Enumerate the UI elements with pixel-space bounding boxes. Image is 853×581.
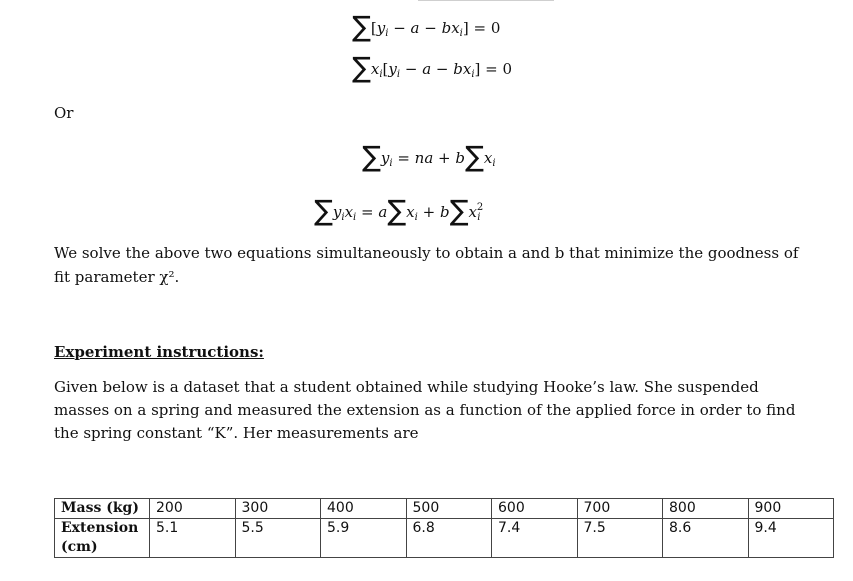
sigma-symbol: ∑ [352,51,371,84]
sigma-symbol: ∑ [449,194,469,227]
mass-header: Mass (kg) [55,499,150,519]
experiment-line-3: the spring constant “K”. Her measurements are [54,424,419,442]
table-row-mass [55,499,834,519]
experiment-line-1: Given below is a dataset that a student obtained while studying Hooke’s law. She suspended [54,378,759,396]
paragraph-solve-line-2: fit parameter χ². [54,268,180,286]
mass-cell: 500 [406,499,492,519]
experiment-line-2: masses on a spring and measured the extension as a function of the applied force in order to find [54,401,796,419]
equation-2: $\sum x_i[y_i - a - bx_i] = 0$ [352,51,513,84]
extension-cell: 8.6 [663,519,749,558]
sigma-symbol: ∑ [387,194,407,227]
extension-cell: 9.4 [748,519,834,558]
sigma-symbol: ∑ [362,140,381,173]
mass-cell: 900 [748,499,834,519]
extension-header-line-2: (cm) [61,539,98,555]
extension-header-line-1: Extension [61,520,139,536]
mass-cell: 300 [235,499,321,519]
top-rule [418,0,554,1]
sigma-symbol: ∑ [352,10,371,43]
equation-3: $\sum y_i$ = na + $b\sum x_i$ [362,140,496,173]
extension-cell: 5.9 [321,519,407,558]
extension-cell: 6.8 [406,519,492,558]
extension-cell: 5.1 [150,519,236,558]
experiment-heading: Experiment instructions: [54,343,264,361]
sigma-symbol: ∑ [465,140,484,173]
mass-cell: 800 [663,499,749,519]
sigma-symbol: ∑ [314,194,333,227]
table-row-extension [55,519,834,558]
extension-cell: 7.5 [577,519,663,558]
or-label: Or [54,104,74,122]
equation-4: $\sum y_ix_i = a\sum x_i + b\sum x^2_i$ [314,194,484,227]
equation-1: $\sum[y_i - a - bx_i] = 0$ [352,10,501,43]
extension-cell: 5.5 [235,519,321,558]
mass-cell: 600 [492,499,578,519]
measurement-table [54,498,834,558]
paragraph-solve-line-1: We solve the above two equations simultaneously to obtain a and b that minimize the goodness of [54,244,799,262]
mass-cell: 400 [321,499,407,519]
mass-cell: 700 [577,499,663,519]
mass-cell: 200 [150,499,236,519]
extension-header [55,519,150,558]
extension-cell: 7.4 [492,519,578,558]
